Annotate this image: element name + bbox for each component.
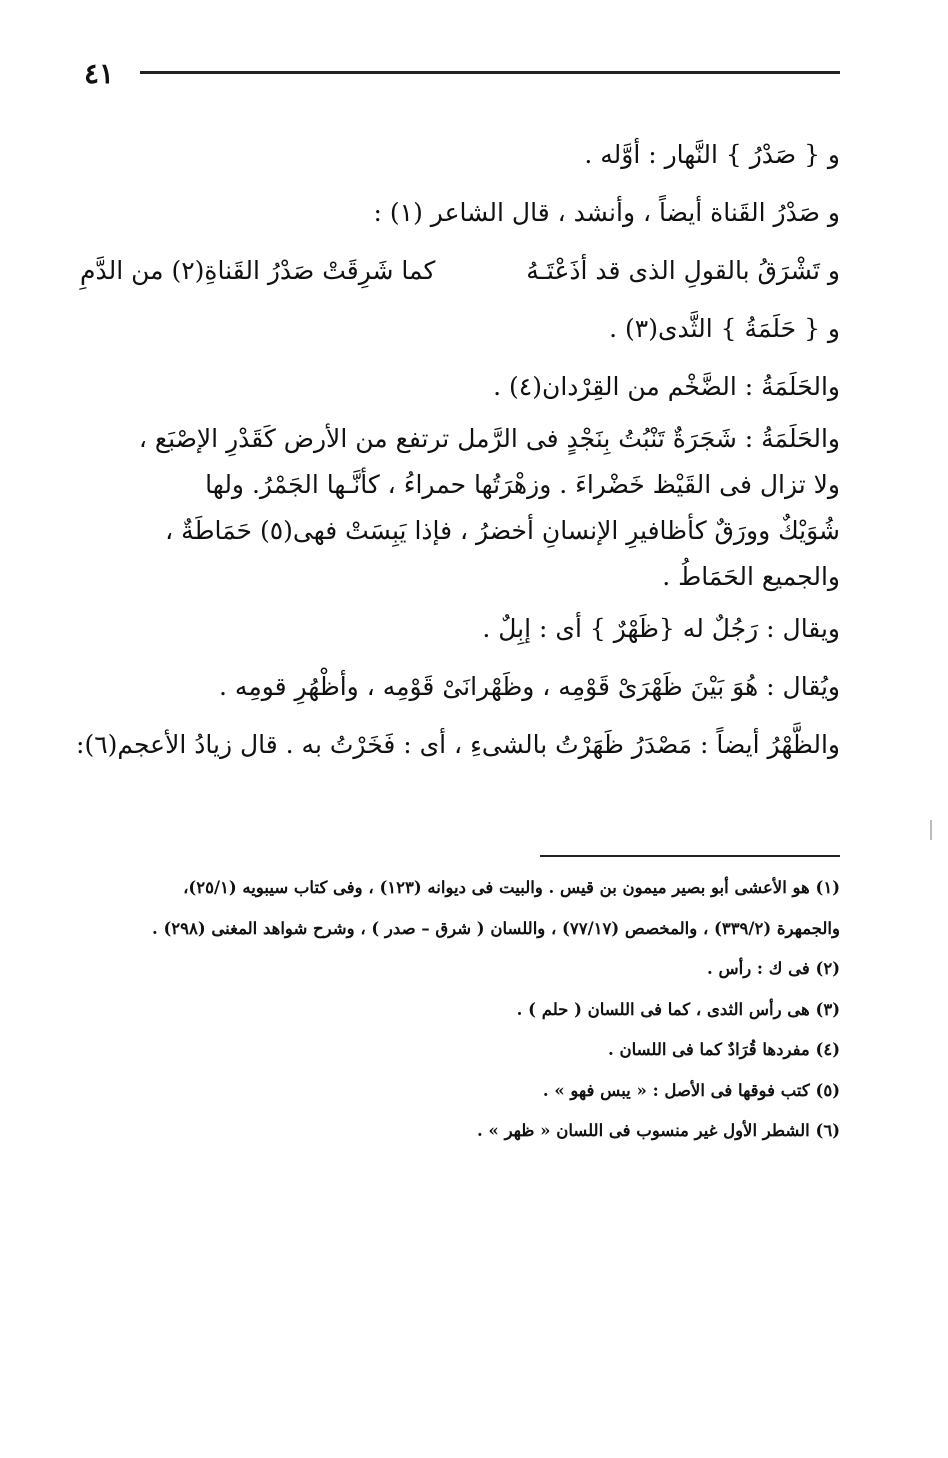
text-line: و صَدْرُ القَناة أيضاً ، وأنشد ، قال الشاعر (١) : [373,198,840,227]
text-line: ويُقال : هُوَ بَيْنَ ظَهْرَىْ قَوْمِه ، وظَهْرانَىْ قَوْمِه ، وأظْهُرِ قومِه . [219,672,840,701]
text-line: والحَلَمَةُ : الضَّخْم من القِرْدان(٤) . [493,372,840,401]
header-rule [140,71,840,74]
verse-first-hemistich: و تَشْرَقُ بالقولِ الذى قد أذَعْتَـهُ [526,256,840,285]
scan-edge-mark [930,820,932,840]
footnote: (٣) هى رأس الثدى ، كما فى اللسان ( حلم ) . [516,999,840,1019]
poetry-verse [80,242,840,300]
footnote: (٢) فى ك : رأس . [707,959,840,978]
page-number: ٤١ [84,57,115,90]
footnote: (٦) الشطر الأول غير منسوب فى اللسان « ظهر » . [477,1121,840,1140]
verse-second-hemistich: كما شَرِقَتْ صَدْرُ القَناةِ(٢) من الدَّمِ [80,256,436,285]
text-line: و { حَلَمَةُ } الثَّدى(٣) . [609,314,840,343]
footnote: والجمهرة (٣٣٩/٢) ، والمخصص (٧٧/١٧) ، واللسان ( شرق – صدر ) ، وشرح شواهد المغنى (٢٩٨) . [151,918,840,938]
footnotes [80,868,840,1152]
text-line: والجميع الحَمَاطُ . [662,562,840,591]
text-line: ويقال : رَجُلٌ له {ظَهْرٌ } أى : إبِلٌ . [482,614,840,643]
footnote: (٥) كتب فوقها فى الأصل : « يبس فهو » . [542,1080,840,1100]
text-line: شُوَيْكٌ وورَقٌ كأظافيرِ الإنسانِ أخضرُ ، فإذا يَبِسَتْ فهى(٥) حَمَاطَةٌ ، [165,516,840,545]
main-text [76,126,840,774]
text-line: والظَّهْرُ أيضاً : مَصْدَرُ ظَهَرْتُ بالشىءِ ، أى : فَخَرْتُ به . قال زيادُ الأعجم(٦): [76,730,840,759]
footnote: (٤) مفردها قُرَادٌ كما فى اللسان . [608,1040,840,1059]
footnote: (١) هو الأعشى أبو بصير ميمون بن قيس . والبيت فى ديوانه (١٢٣) ، وفى كتاب سيبويه (٢٥/١)، [183,878,840,897]
text-line: و { صَدْرُ } النَّهار : أوَّله . [584,140,840,169]
text-line: ولا تزال فى القَيْظ خَضْراءَ . وزهْرَتُها حمراءُ ، كأنَّـها الجَمْرُ. ولها [205,470,840,499]
footnote-separator [540,855,840,857]
text-line: والحَلَمَةُ : شَجَرَةٌ تَنْبُتُ بِنَجْدٍ فى الرَّمل ترتفع من الأرض كَقَدْرِ الإصْبَع ، [138,424,840,453]
